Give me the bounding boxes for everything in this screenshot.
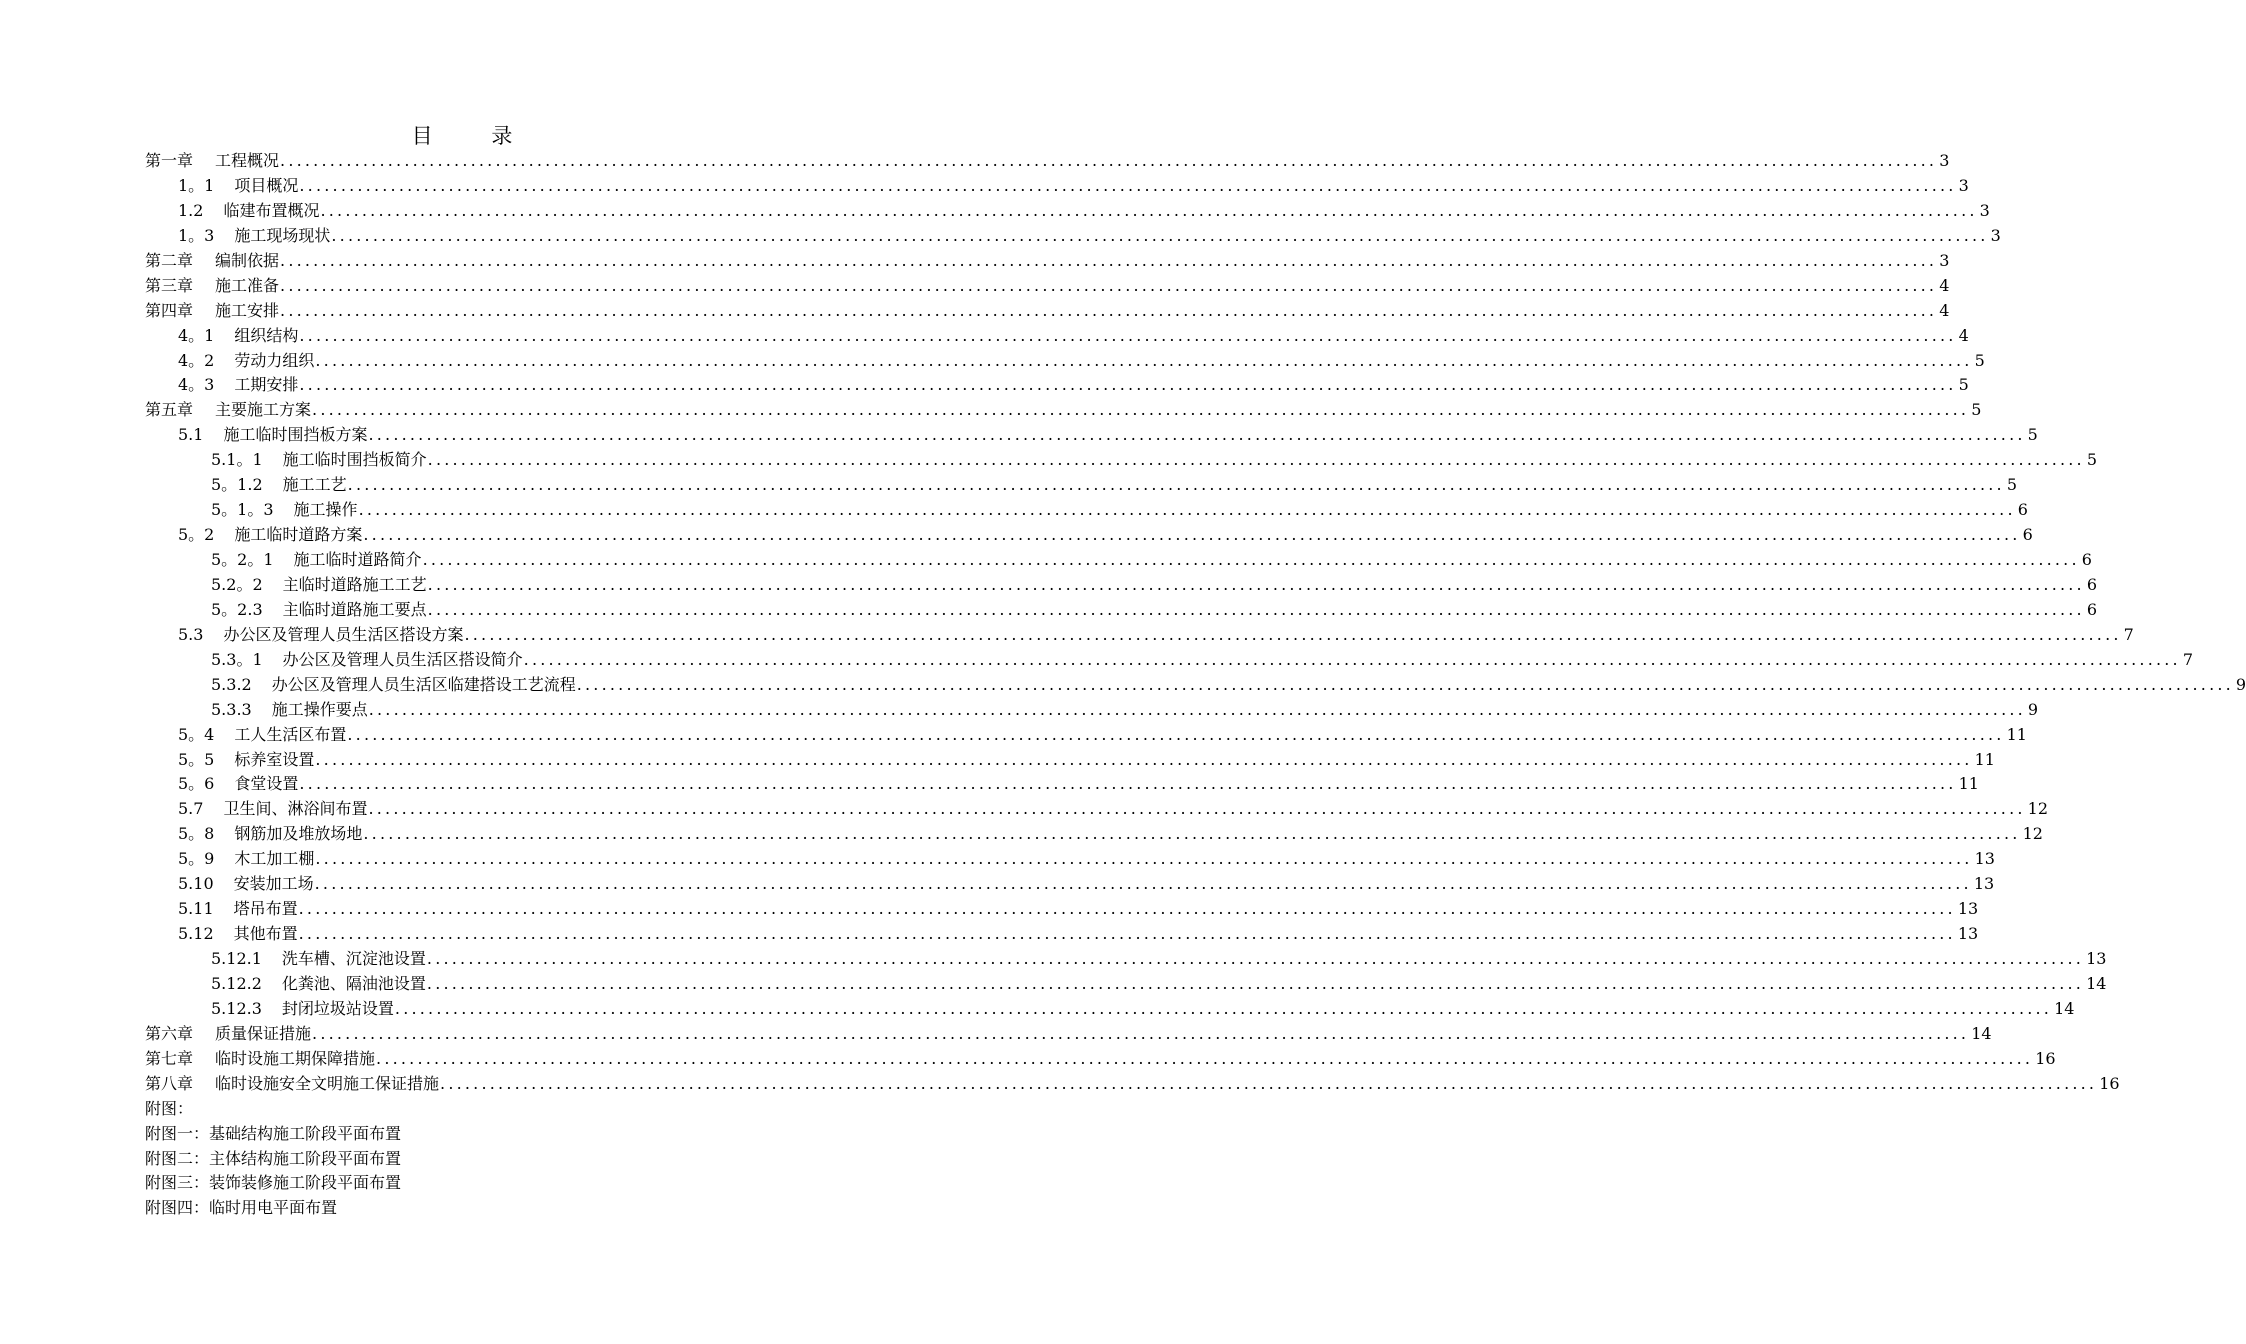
toc-entry-label: 施工现场现状 xyxy=(234,225,331,245)
toc-dot-leader: ........................................................................................................................................................................................................ xyxy=(298,924,1956,944)
toc-entry-page-number: 9 xyxy=(2027,699,2039,719)
toc-entry[interactable] xyxy=(145,473,2018,498)
toc-entry-number: 5。8 xyxy=(178,824,215,844)
toc-dot-leader: ........................................................................................................................................................................................................ xyxy=(320,200,1978,220)
appendix-item[interactable]: 附图四：临时用电平面布置 xyxy=(145,1198,338,1218)
toc-entry-page-number: 7 xyxy=(2123,624,2134,644)
toc-dot-leader: ........................................................................................................................................................................................................ xyxy=(314,874,1972,894)
toc-entry-page-number: 13 xyxy=(1973,874,1995,894)
toc-entry-label: 标养室设置 xyxy=(234,749,315,769)
toc-entry-label: 工人生活区布置 xyxy=(234,724,347,744)
toc-entry-number: 5。2.3 xyxy=(211,599,263,619)
toc-entry-label: 封闭垃圾站设置 xyxy=(281,998,394,1018)
toc-entry-label: 工期安排 xyxy=(234,375,299,395)
toc-entry[interactable] xyxy=(145,199,1990,224)
toc-entry-label: 施工安排 xyxy=(215,300,280,320)
toc-dot-leader: ........................................................................................................................................................................................................ xyxy=(376,1048,2034,1068)
toc-entry-label: 临建布置概况 xyxy=(223,200,320,220)
toc-dot-leader: ........................................................................................................................................................................................................ xyxy=(394,998,2053,1018)
toc-dot-leader: ........................................................................................................................................................................................................ xyxy=(427,599,2085,619)
toc-entry-number: 5.12.1 xyxy=(211,949,262,968)
toc-entry-number: 5.2。2 xyxy=(211,574,263,594)
toc-dot-leader: ........................................................................................................................................................................................................ xyxy=(280,250,1938,270)
toc-entry-page-number: 12 xyxy=(2022,824,2043,844)
toc-entry-label: 项目概况 xyxy=(234,175,299,195)
toc-entry-label: 组织结构 xyxy=(234,325,299,345)
toc-dot-leader: ........................................................................................................................................................................................................ xyxy=(440,1073,2098,1093)
toc-dot-leader: ........................................................................................................................................................................................................ xyxy=(464,624,2122,644)
toc-entry-label: 塔吊布置 xyxy=(233,899,298,919)
toc-entry-label: 木工加工棚 xyxy=(234,849,315,869)
toc-entry[interactable] xyxy=(145,797,2049,822)
toc-dot-leader: ........................................................................................................................................................................................................ xyxy=(299,375,1957,395)
toc-entry-label: 主要施工方案 xyxy=(215,400,312,420)
toc-entry-page-number: 5 xyxy=(2086,450,2098,470)
toc-entry-number: 5.3.3 xyxy=(211,699,252,719)
toc-entry-label: 主临时道路施工工艺 xyxy=(282,574,427,594)
toc-dot-leader: ........................................................................................................................................................................................................ xyxy=(426,949,2085,968)
toc-dot-leader: ........................................................................................................................................................................................................ xyxy=(358,500,2016,520)
toc-entry-label: 办公区及管理人员生活区临建搭设工艺流程 xyxy=(271,674,576,694)
toc-entry[interactable] xyxy=(145,897,1979,922)
toc-entry-number: 5.3 xyxy=(178,624,204,644)
toc-entry-page-number: 3 xyxy=(1990,225,2001,245)
toc-entry[interactable] xyxy=(145,947,2107,972)
toc-entry[interactable] xyxy=(145,598,2098,623)
toc-entry-page-number: 16 xyxy=(2035,1048,2056,1068)
toc-entry-number: 1。1 xyxy=(178,175,215,195)
toc-entry[interactable] xyxy=(145,548,2092,573)
toc-entry-number: 5.12.2 xyxy=(211,973,262,993)
toc-entry[interactable] xyxy=(145,673,2246,698)
toc-entry-label: 施工临时道路简介 xyxy=(293,550,422,569)
appendix-item[interactable]: 附图二：主体结构施工阶段平面布置 xyxy=(145,1148,402,1168)
toc-entry-page-number: 11 xyxy=(1958,774,1979,794)
appendix-item[interactable]: 附图一：基础结构施工阶段平面布置 xyxy=(145,1123,402,1143)
toc-dot-leader: ........................................................................................................................................................................................................ xyxy=(576,674,2234,694)
toc-entry[interactable] xyxy=(145,822,2043,847)
toc-title: 目 录 xyxy=(411,124,539,148)
toc-entry[interactable] xyxy=(145,648,2194,673)
toc-entry-page-number: 5 xyxy=(2027,425,2038,445)
toc-dot-leader: ........................................................................................................................................................................................................ xyxy=(298,899,1956,919)
toc-dot-leader: ........................................................................................................................................................................................................ xyxy=(368,799,2026,819)
toc-entry-number: 1。3 xyxy=(178,225,215,245)
toc-entry-label: 其他布置 xyxy=(233,924,298,944)
toc-entry-page-number: 5 xyxy=(1971,400,1982,420)
toc-entry[interactable] xyxy=(145,249,1950,274)
toc-entry-label: 施工临时围挡板方案 xyxy=(223,425,368,445)
toc-entry-label: 洗车槽、沉淀池设置 xyxy=(281,949,426,968)
toc-entry-number: 5.1。1 xyxy=(211,450,263,470)
toc-entry[interactable] xyxy=(145,398,1982,423)
toc-entry-page-number: 4 xyxy=(1958,325,1969,345)
toc-entry-number: 5.12 xyxy=(178,924,214,944)
toc-entry[interactable] xyxy=(145,1022,1992,1047)
toc-entry-label: 施工操作 xyxy=(293,500,358,520)
toc-entry[interactable] xyxy=(145,373,1969,398)
toc-entry-label: 工程概况 xyxy=(215,151,280,170)
toc-dot-leader: ........................................................................................................................................................................................................ xyxy=(280,151,1938,170)
toc-dot-leader: ........................................................................................................................................................................................................ xyxy=(312,400,1970,420)
toc-entry-page-number: 6 xyxy=(2017,500,2028,520)
toc-dot-leader: ........................................................................................................................................................................................................ xyxy=(299,175,1957,195)
toc-entry-page-number: 5 xyxy=(1974,350,1985,370)
toc-entry-number: 5。1.2 xyxy=(211,475,263,495)
toc-entry-page-number: 13 xyxy=(1974,849,1995,869)
toc-entry-page-number: 4 xyxy=(1939,275,1950,295)
toc-entry-page-number: 13 xyxy=(2086,949,2107,968)
toc-entry-page-number: 3 xyxy=(1979,200,1990,220)
toc-entry-page-number: 4 xyxy=(1939,300,1950,320)
toc-entry-label: 临时设施工期保障措施 xyxy=(215,1048,376,1068)
toc-entry-number: 5.3。1 xyxy=(211,649,263,669)
toc-entry[interactable] xyxy=(145,274,1950,299)
toc-entry-label: 临时设施安全文明施工保证措施 xyxy=(215,1073,440,1093)
toc-entry-number: 5。4 xyxy=(178,724,215,744)
toc-entry-number: 5。9 xyxy=(178,849,215,869)
toc-entry-number: 5.11 xyxy=(178,899,214,919)
toc-entry[interactable] xyxy=(145,349,1985,374)
toc-entry-page-number: 3 xyxy=(1958,175,1969,195)
toc-entry-label: 办公区及管理人员生活区搭设方案 xyxy=(223,624,464,644)
toc-entry[interactable] xyxy=(145,448,2098,473)
toc-entry-page-number: 11 xyxy=(1974,749,1995,769)
toc-entry-number: 第三章 xyxy=(145,275,194,295)
toc-entry-page-number: 14 xyxy=(2086,973,2107,993)
toc-dot-leader: ........................................................................................................................................................................................................ xyxy=(368,699,2026,719)
toc-entry-number: 5.1 xyxy=(178,425,204,445)
toc-entry[interactable] xyxy=(145,748,1995,773)
toc-entry-number: 第八章 xyxy=(145,1073,194,1093)
toc-entry-number: 5.3.2 xyxy=(211,674,252,694)
toc-dot-leader: ........................................................................................................................................................................................................ xyxy=(427,450,2085,470)
toc-dot-leader: ........................................................................................................................................................................................................ xyxy=(363,525,2021,545)
toc-dot-leader: ........................................................................................................................................................................................................ xyxy=(280,300,1938,320)
toc-dot-leader: ........................................................................................................................................................................................................ xyxy=(315,849,1973,869)
toc-entry[interactable] xyxy=(145,299,1950,324)
toc-entry-page-number: 13 xyxy=(1957,899,1979,919)
toc-entry-page-number: 3 xyxy=(1939,151,1950,170)
toc-entry[interactable] xyxy=(145,423,2038,448)
toc-entry[interactable] xyxy=(145,847,1995,872)
toc-entry-page-number: 5 xyxy=(1958,375,1969,395)
toc-entry-label: 编制依据 xyxy=(215,250,280,270)
toc-entry[interactable] xyxy=(145,997,2075,1022)
toc-entry-label: 办公区及管理人员生活区搭设简介 xyxy=(282,649,523,669)
toc-entry[interactable] xyxy=(145,1047,2056,1072)
toc-dot-leader: ........................................................................................................................................................................................................ xyxy=(280,275,1938,295)
toc-entry-number: 1.2 xyxy=(178,200,204,220)
toc-entry-label: 化粪池、隔油池设置 xyxy=(281,973,426,993)
toc-entry-label: 钢筋加及堆放场地 xyxy=(234,824,363,844)
toc-entry-page-number: 7 xyxy=(2182,649,2194,669)
toc-dot-leader: ........................................................................................................................................................................................................ xyxy=(363,824,2021,844)
toc-entry-label: 劳动力组织 xyxy=(234,350,315,370)
toc-entry[interactable] xyxy=(145,174,1969,199)
toc-entry[interactable] xyxy=(145,723,2027,748)
toc-entry-number: 5。6 xyxy=(178,774,215,794)
toc-entry-label: 食堂设置 xyxy=(234,774,299,794)
toc-entry-page-number: 6 xyxy=(2022,525,2033,545)
toc-entry-number: 第二章 xyxy=(145,250,194,270)
toc-dot-leader: ........................................................................................................................................................................................................ xyxy=(422,550,2080,569)
toc-dot-leader: ........................................................................................................................................................................................................ xyxy=(331,225,1989,245)
toc-entry-page-number: 14 xyxy=(2054,998,2075,1018)
toc-entry-number: 5。2。1 xyxy=(211,550,274,569)
appendix-heading: 附图： xyxy=(145,1098,194,1118)
toc-entry[interactable] xyxy=(145,149,1950,174)
toc-entry-page-number: 14 xyxy=(1971,1023,1992,1043)
toc-dot-leader: ........................................................................................................................................................................................................ xyxy=(523,649,2181,669)
toc-entry-page-number: 12 xyxy=(2027,799,2049,819)
toc-entry[interactable] xyxy=(145,972,2107,997)
toc-entry-number: 4。1 xyxy=(178,325,215,345)
toc-entry-page-number: 6 xyxy=(2086,574,2098,594)
toc-entry[interactable] xyxy=(145,872,1995,897)
toc-entry[interactable] xyxy=(145,324,1969,349)
toc-entry-page-number: 13 xyxy=(1957,924,1979,944)
toc-entry-label: 安装加工场 xyxy=(233,874,314,894)
toc-entry-label: 主临时道路施工要点 xyxy=(282,599,427,619)
toc-entry-label: 施工准备 xyxy=(215,275,280,295)
toc-dot-leader: ........................................................................................................................................................................................................ xyxy=(312,1023,1970,1043)
toc-entry-number: 第六章 xyxy=(145,1023,194,1043)
toc-entry-number: 5.12.3 xyxy=(211,998,262,1018)
toc-entry-label: 卫生间、淋浴间布置 xyxy=(223,799,368,819)
toc-dot-leader: ........................................................................................................................................................................................................ xyxy=(315,749,1973,769)
toc-entry-number: 5。5 xyxy=(178,749,215,769)
toc-entry-label: 施工临时围挡板简介 xyxy=(282,450,427,470)
toc-entry-number: 4。3 xyxy=(178,375,215,395)
toc-entry[interactable] xyxy=(145,224,2001,249)
toc-entry-page-number: 3 xyxy=(1939,250,1950,270)
toc-dot-leader: ........................................................................................................................................................................................................ xyxy=(426,973,2085,993)
toc-entry-number: 第一章 xyxy=(145,151,194,170)
toc-entry-number: 5.10 xyxy=(178,874,214,894)
toc-entry-page-number: 6 xyxy=(2086,599,2098,619)
toc-dot-leader: ........................................................................................................................................................................................................ xyxy=(368,425,2026,445)
toc-entry-number: 第四章 xyxy=(145,300,194,320)
toc-entry-number: 5.7 xyxy=(178,799,204,819)
toc-entry-label: 施工操作要点 xyxy=(271,699,368,719)
toc-entry-number: 第五章 xyxy=(145,400,194,420)
toc-entry[interactable] xyxy=(145,573,2098,598)
toc-entry[interactable] xyxy=(145,698,2039,723)
toc-dot-leader: ........................................................................................................................................................................................................ xyxy=(427,574,2085,594)
toc-entry[interactable] xyxy=(145,922,1979,947)
toc-dot-leader: ........................................................................................................................................................................................................ xyxy=(347,724,2005,744)
toc-entry-number: 4。2 xyxy=(178,350,215,370)
toc-dot-leader: ........................................................................................................................................................................................................ xyxy=(315,350,1973,370)
toc-entry-page-number: 11 xyxy=(2006,724,2027,744)
appendix-item[interactable]: 附图三：装饰装修施工阶段平面布置 xyxy=(145,1173,402,1193)
table-of-contents xyxy=(145,149,2246,1221)
toc-entry-number: 第七章 xyxy=(145,1048,194,1068)
toc-entry-page-number: 6 xyxy=(2081,550,2092,569)
toc-entry[interactable] xyxy=(145,523,2033,548)
toc-entry[interactable] xyxy=(145,623,2134,648)
toc-entry-label: 质量保证措施 xyxy=(215,1023,312,1043)
toc-entry-label: 施工临时道路方案 xyxy=(234,525,363,545)
toc-entry-number: 5。2 xyxy=(178,525,215,545)
toc-dot-leader: ........................................................................................................................................................................................................ xyxy=(347,475,2005,495)
toc-entry-number: 5。1。3 xyxy=(211,500,274,520)
toc-dot-leader: ........................................................................................................................................................................................................ xyxy=(299,774,1957,794)
toc-entry-page-number: 5 xyxy=(2006,475,2018,495)
toc-entry-page-number: 16 xyxy=(2099,1073,2120,1093)
toc-dot-leader: ........................................................................................................................................................................................................ xyxy=(299,325,1957,345)
toc-entry-page-number: 9 xyxy=(2235,674,2246,694)
toc-entry[interactable] xyxy=(145,1072,2120,1097)
toc-entry-label: 施工工艺 xyxy=(282,475,347,495)
toc-entry[interactable] xyxy=(145,498,2028,523)
toc-entry[interactable] xyxy=(145,772,1979,797)
